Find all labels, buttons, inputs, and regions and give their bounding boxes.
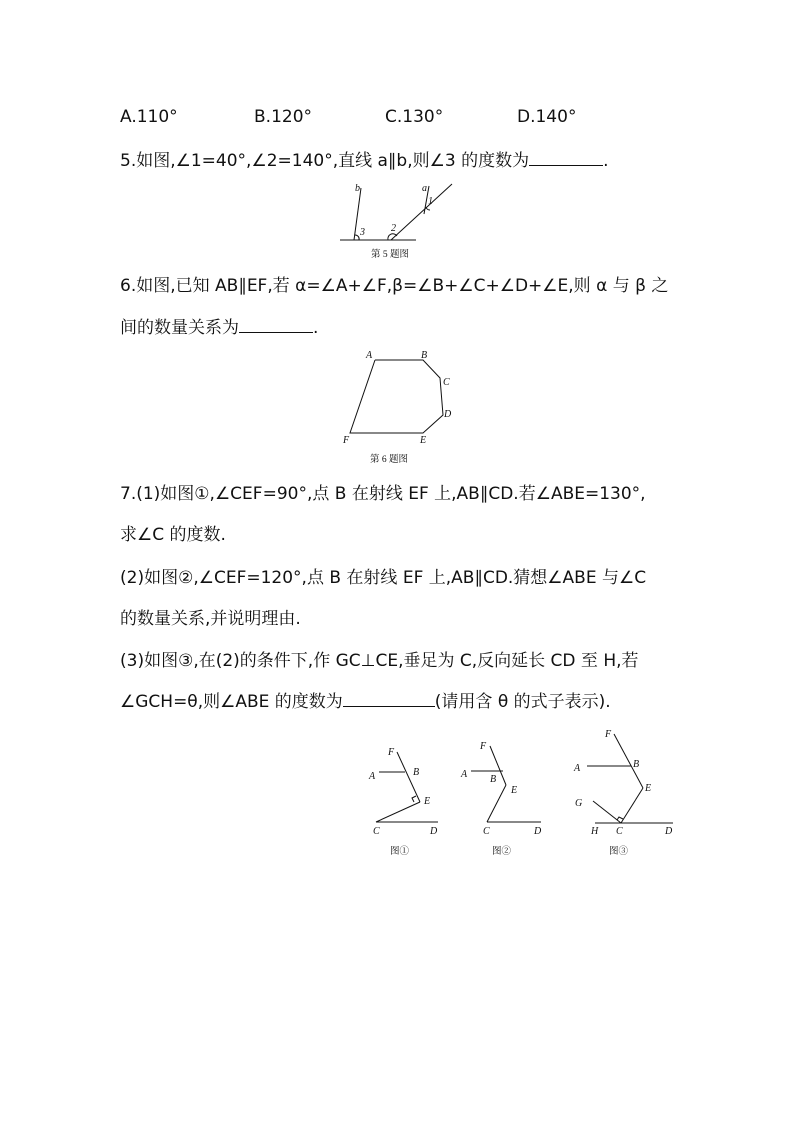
q7-figure-1: [362, 740, 452, 860]
q6-figure: [335, 345, 470, 470]
fig1-segment-EC: [376, 802, 420, 822]
q6-answer-blank[interactable]: [239, 317, 313, 333]
fig3-caption: 图③: [609, 847, 629, 857]
q7-p3-line1: (3)如图③,在(2)的条件下,作 GC⊥CE,垂足为 C,反向延长 CD 至 H,若: [120, 651, 639, 671]
fig1-label-B: B: [413, 767, 420, 778]
option-d: D.140°: [517, 107, 577, 127]
fig2-label-C: C: [483, 826, 490, 837]
q6-label-E: E: [420, 435, 427, 446]
fig1-label-C: C: [373, 826, 380, 837]
q6-period: .: [313, 318, 319, 338]
fig1-label-D: D: [430, 826, 438, 837]
fig1-right-angle-mark: [412, 796, 416, 802]
q7-answer-blank[interactable]: [343, 691, 435, 707]
q5-label-a: a: [422, 183, 427, 194]
q6-label-C: C: [443, 377, 450, 388]
q5-answer-blank[interactable]: [529, 150, 603, 166]
q5-caption: 第 5 题图: [371, 250, 410, 260]
q7-p1-line1: 7.(1)如图①,∠CEF=90°,点 B 在射线 EF 上,AB∥CD.若∠ABE=130°,: [120, 484, 646, 504]
q5-period: .: [603, 151, 609, 171]
fig3-label-E: E: [645, 783, 652, 794]
fig2-label-B: B: [490, 774, 497, 785]
fig3-label-C: C: [616, 826, 623, 837]
fig3-label-F: F: [605, 729, 612, 740]
fig1-label-F: F: [388, 747, 395, 758]
fig3-right-angle-mark: [617, 817, 623, 820]
option-c: C.130°: [385, 107, 444, 127]
fig2-label-A: A: [461, 769, 468, 780]
fig2-label-E: E: [511, 785, 518, 796]
q5-stem: 5.如图,∠1=40°,∠2=140°,直线 a∥b,则∠3 的度数为: [120, 151, 530, 171]
q7-p2-line2: 的数量关系,并说明理由.: [120, 609, 301, 629]
fig3-label-D: D: [665, 826, 673, 837]
q7-p3-line2: [120, 691, 611, 713]
q5-figure: [330, 178, 470, 264]
q7-p2-line1: (2)如图②,∠CEF=120°,点 B 在射线 EF 上,AB∥CD.猜想∠ABE 与∠C: [120, 568, 647, 588]
fig3-segment-EC: [621, 788, 643, 823]
fig3-label-B: B: [633, 759, 640, 770]
q5-label-2: 2: [391, 223, 396, 234]
q6-label-A: A: [366, 350, 373, 361]
fig3-label-A: A: [574, 763, 581, 774]
q6-label-D: D: [444, 409, 452, 420]
q5-text: [120, 150, 609, 172]
q7-p1-line2: 求∠C 的度数.: [120, 525, 226, 545]
q6-caption: 第 6 题图: [370, 455, 409, 465]
q6-label-B: B: [421, 350, 428, 361]
q7-p3-tail: (请用含 θ 的式子表示).: [434, 692, 611, 712]
fig2-label-D: D: [534, 826, 542, 837]
fig3-label-H: H: [591, 826, 599, 837]
fig1-label-E: E: [424, 796, 431, 807]
q6-line1: 6.如图,已知 AB∥EF,若 α=∠A+∠F,β=∠B+∠C+∠D+∠E,则 α 与 β 之: [120, 276, 669, 296]
q6-line2: [120, 317, 318, 339]
q5-label-b: b: [355, 183, 360, 194]
q6-stem: 间的数量关系为: [120, 318, 239, 338]
fig2-label-F: F: [480, 741, 487, 752]
q6-label-F: F: [343, 435, 350, 446]
q7-figure-2: [455, 735, 555, 860]
option-b: B.120°: [254, 107, 313, 127]
fig1-label-A: A: [369, 771, 376, 782]
q7-p3-stem: ∠GCH=θ,则∠ABE 的度数为: [120, 692, 343, 712]
q7-figure-3: [565, 722, 680, 860]
q5-label-1: 1: [428, 196, 433, 207]
fig2-segment-EC: [487, 785, 506, 822]
fig1-caption: 图①: [390, 847, 410, 857]
q5-label-3: 3: [360, 227, 365, 238]
q6-polygon: [350, 360, 443, 433]
q5-angle1-arc: [426, 207, 430, 210]
fig2-caption: 图②: [492, 847, 512, 857]
option-a: A.110°: [120, 107, 178, 127]
q5-angle3-arc: [355, 235, 359, 240]
fig3-label-G: G: [575, 798, 583, 809]
